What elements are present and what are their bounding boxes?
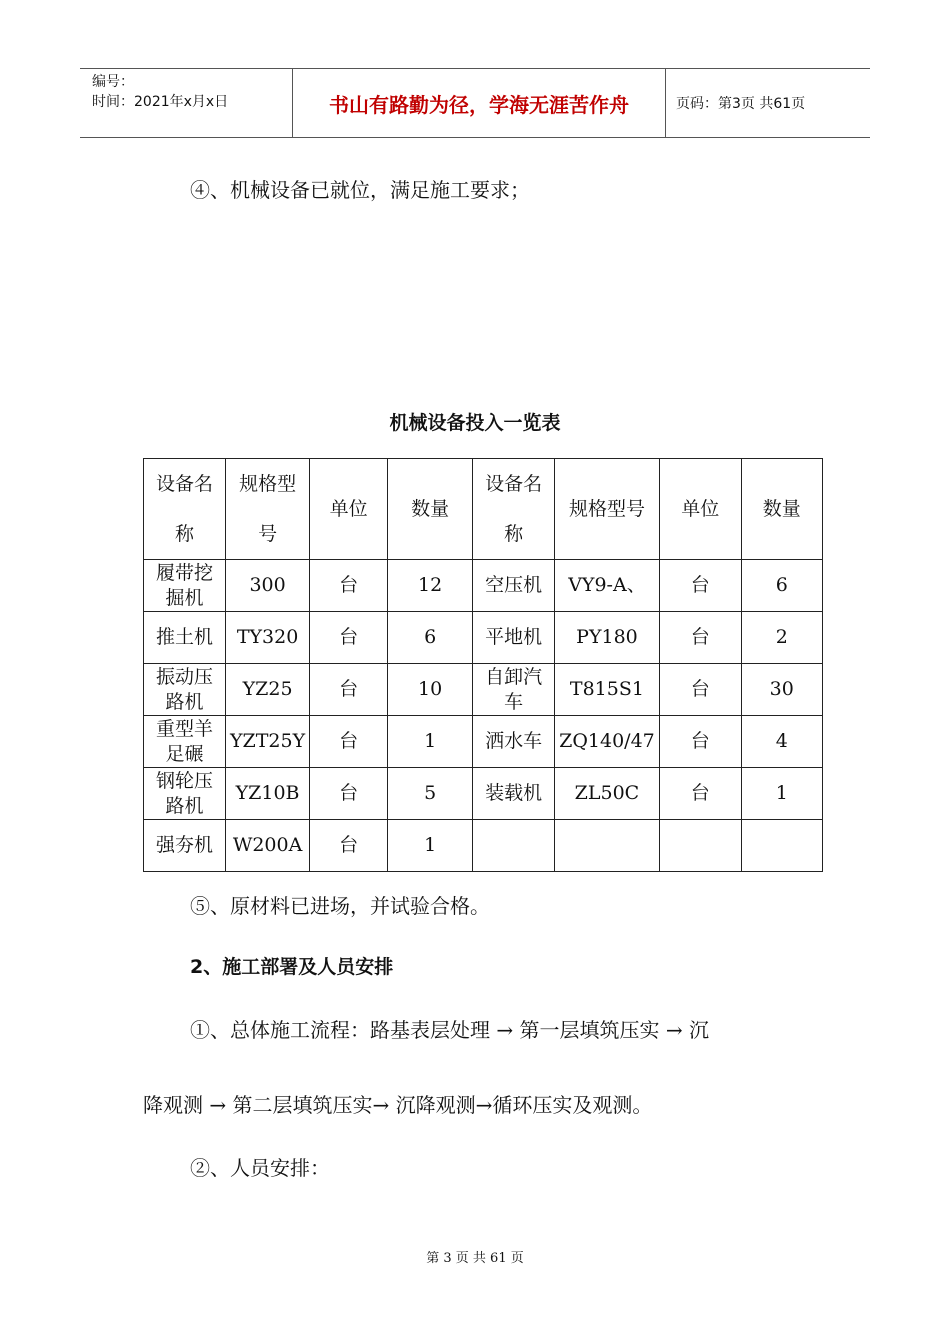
table-title: 机械设备投入一览表 [389, 412, 561, 434]
table-cell: 振动压路机 [144, 664, 226, 716]
table-row [144, 820, 823, 872]
table-cell: 台 [659, 612, 741, 664]
header-cell: 数量 [388, 459, 473, 560]
table-cell: 台 [310, 768, 388, 820]
number-label: 编号： [92, 74, 134, 90]
table-cell: 台 [310, 820, 388, 872]
table-cell: YZ25 [226, 664, 310, 716]
header-page-number: 页码：第3页 共61页 [676, 96, 806, 112]
table-header-row [144, 459, 823, 560]
header-cell: 单位 [310, 459, 388, 560]
table-row [144, 768, 823, 820]
table-cell: 12 [388, 560, 473, 612]
table-cell: 1 [388, 820, 473, 872]
table-cell: 平地机 [473, 612, 555, 664]
table-cell: YZT25Y [226, 716, 310, 768]
table-cell: ZQ140/47 [555, 716, 660, 768]
table-cell: W200A [226, 820, 310, 872]
table-cell: 装载机 [473, 768, 555, 820]
table-cell [555, 820, 660, 872]
table-cell: 洒水车 [473, 716, 555, 768]
table-row [144, 560, 823, 612]
header-cell: 设备名称 [144, 459, 226, 560]
table-cell: 30 [741, 664, 822, 716]
page-footer: 第 3 页 共 61 页 [426, 1251, 524, 1266]
table-cell: 台 [659, 560, 741, 612]
table-cell: 5 [388, 768, 473, 820]
table-cell: 台 [659, 664, 741, 716]
table-cell: 台 [310, 560, 388, 612]
equipment-table [143, 458, 823, 872]
header-cell: 单位 [659, 459, 741, 560]
table-cell: 台 [310, 716, 388, 768]
table-cell [659, 820, 741, 872]
table-cell: 1 [741, 768, 822, 820]
table-cell: 推土机 [144, 612, 226, 664]
table-row [144, 664, 823, 716]
paragraph-machinery-ready: ④、机械设备已就位，满足施工要求； [190, 178, 530, 202]
table-cell: 钢轮压路机 [144, 768, 226, 820]
header-meta [80, 69, 293, 137]
table-cell [741, 820, 822, 872]
time-label: 时间：2021年x月x日 [92, 94, 229, 110]
table-row [144, 612, 823, 664]
table-cell: 重型羊足碾 [144, 716, 226, 768]
paragraph-staff: ②、人员安排： [190, 1156, 330, 1180]
table-cell: 台 [310, 664, 388, 716]
table-cell: 6 [388, 612, 473, 664]
table-cell: 6 [741, 560, 822, 612]
table-row [144, 716, 823, 768]
header-cell: 设备名称 [473, 459, 555, 560]
table-cell: 1 [388, 716, 473, 768]
table-cell: 10 [388, 664, 473, 716]
table-cell: YZ10B [226, 768, 310, 820]
table-cell: VY9-A、 [555, 560, 660, 612]
page-header [80, 68, 870, 138]
header-motto: 书山有路勤为径，学海无涯苦作舟 [293, 69, 666, 137]
table-cell: 台 [659, 716, 741, 768]
table-cell: 台 [659, 768, 741, 820]
header-cell: 规格型号 [226, 459, 310, 560]
table-cell [473, 820, 555, 872]
table-cell: TY320 [226, 612, 310, 664]
table-cell: 空压机 [473, 560, 555, 612]
table-cell: 自卸汽车 [473, 664, 555, 716]
table-cell: T815S1 [555, 664, 660, 716]
table-cell: 2 [741, 612, 822, 664]
table-cell: 4 [741, 716, 822, 768]
table-cell: 强夯机 [144, 820, 226, 872]
paragraph-materials: ⑤、原材料已进场，并试验合格。 [190, 894, 490, 918]
paragraph-flow-line-1: ①、总体施工流程：路基表层处理 → 第一层填筑压实 → 沉 [190, 1018, 709, 1042]
paragraph-flow-line-2: 降观测 → 第二层填筑压实→ 沉降观测→循环压实及观测。 [143, 1093, 653, 1117]
table-cell: 履带挖掘机 [144, 560, 226, 612]
table-cell: PY180 [555, 612, 660, 664]
table-cell: 台 [310, 612, 388, 664]
header-cell: 规格型号 [555, 459, 660, 560]
section-heading: 2、施工部署及人员安排 [190, 956, 394, 978]
table-cell: ZL50C [555, 768, 660, 820]
table-cell: 300 [226, 560, 310, 612]
header-cell: 数量 [741, 459, 822, 560]
